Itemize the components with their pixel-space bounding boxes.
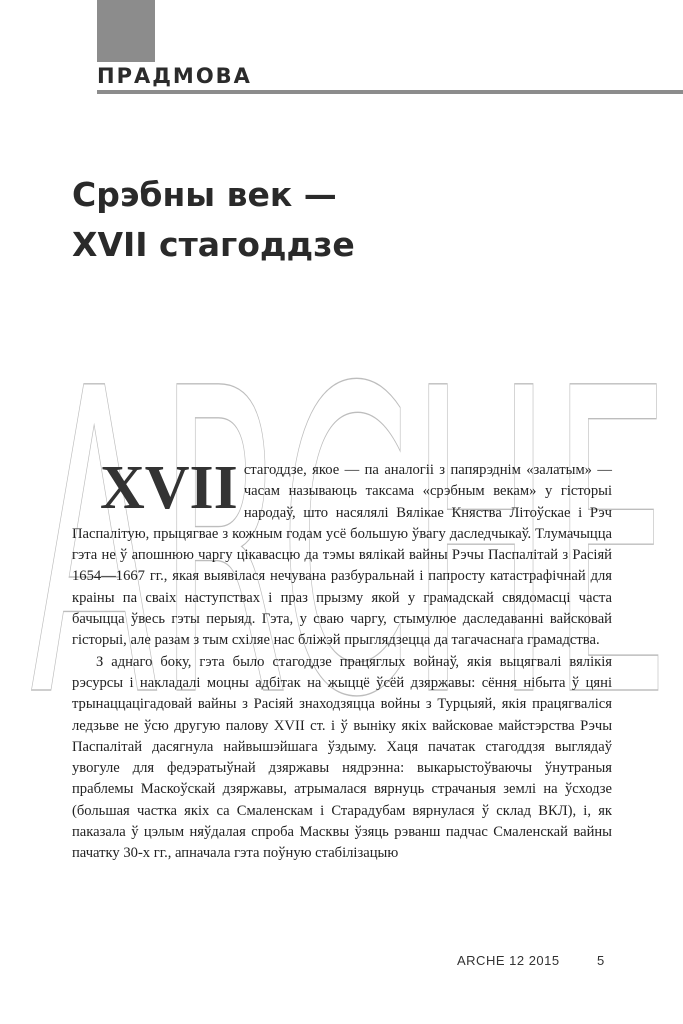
header-corner-block bbox=[97, 0, 155, 62]
title-line-1: Срэбны век — bbox=[72, 175, 337, 214]
paragraph-1 bbox=[72, 454, 612, 652]
footer-journal: ARCHE 12 2015 bbox=[457, 953, 560, 968]
article-body bbox=[72, 454, 612, 865]
section-label: ПРАДМОВА bbox=[97, 64, 252, 88]
article-title bbox=[72, 170, 355, 270]
dropcap: XVII bbox=[100, 454, 238, 522]
paragraph-1-text: стагоддзе, якое — па аналогіі з папярэднім «залатым» — часам называюць таксама «срэбным векам» у гісторыі народаў, што насялялі Вялікае Княства Літоўскае і Рэч Паспалітую, прыцягвае з кожным годам усё большую ўвагу даследчыкаў. Тлумачыцца гэта не ў апошнюю чаргу цікавасцю да тэмы вялікай вайны Рэчы Паспалітай з Расіяй 1654—1667 гг., якая выявілася нечувана разбуральнай і папросту катастрафічнай для краіны па сваіх наступствах і праз прызму якой у грамадскай свядомасці часта бачыцца ўвесь гэты перыяд. Гэта, у сваю чаргу, стымулюе даследаванні вайсковай гісторыі, але разам з тым схіляе нас бліжэй прыглядзецца да тагачаснага грамадства. bbox=[72, 462, 612, 649]
section-rule bbox=[97, 90, 683, 94]
page-number: 5 bbox=[597, 953, 605, 968]
paragraph-2: З аднаго боку, гэта было стагоддзе працяглых войнаў, якія выцягвалі вялікія рэсурсы і накладалі моцны адбітак на жыццё ўсёй дзяржавы: сёння нібыта ў цяні трынаццацігадовай вайны з Расіяй знаходзяцца войны з Турцыяй, якія працягваліся ледзьве не ўсю другую палову XVII ст. і ў выніку якіх вайсковае майстэрства Рэчы Паспалітай дасягнула найвышэйшага ўздыму. Хаця пачатак стагоддзя выглядаў увогуле для федэратыўнай дзяржавы нядрэнна: выкарыстоўваючы ўнутраныя праблемы Маскоўскай дзяржавы, атрымалася вярнуць страчаныя землі на ўсходзе (большая частка якіх са Смаленскам і Старадубам вярнулася ў склад ВКЛ), і, як паказала ў цэлым няўдалая спроба Масквы ўзяць рэванш падчас Смаленскай вайны пачатку 30-х гг., апначала гэта поўную стабілізацыю bbox=[72, 653, 612, 862]
title-line-2: XVII стагоддзе bbox=[72, 225, 355, 264]
watermark-text: ARCHE bbox=[30, 301, 670, 710]
